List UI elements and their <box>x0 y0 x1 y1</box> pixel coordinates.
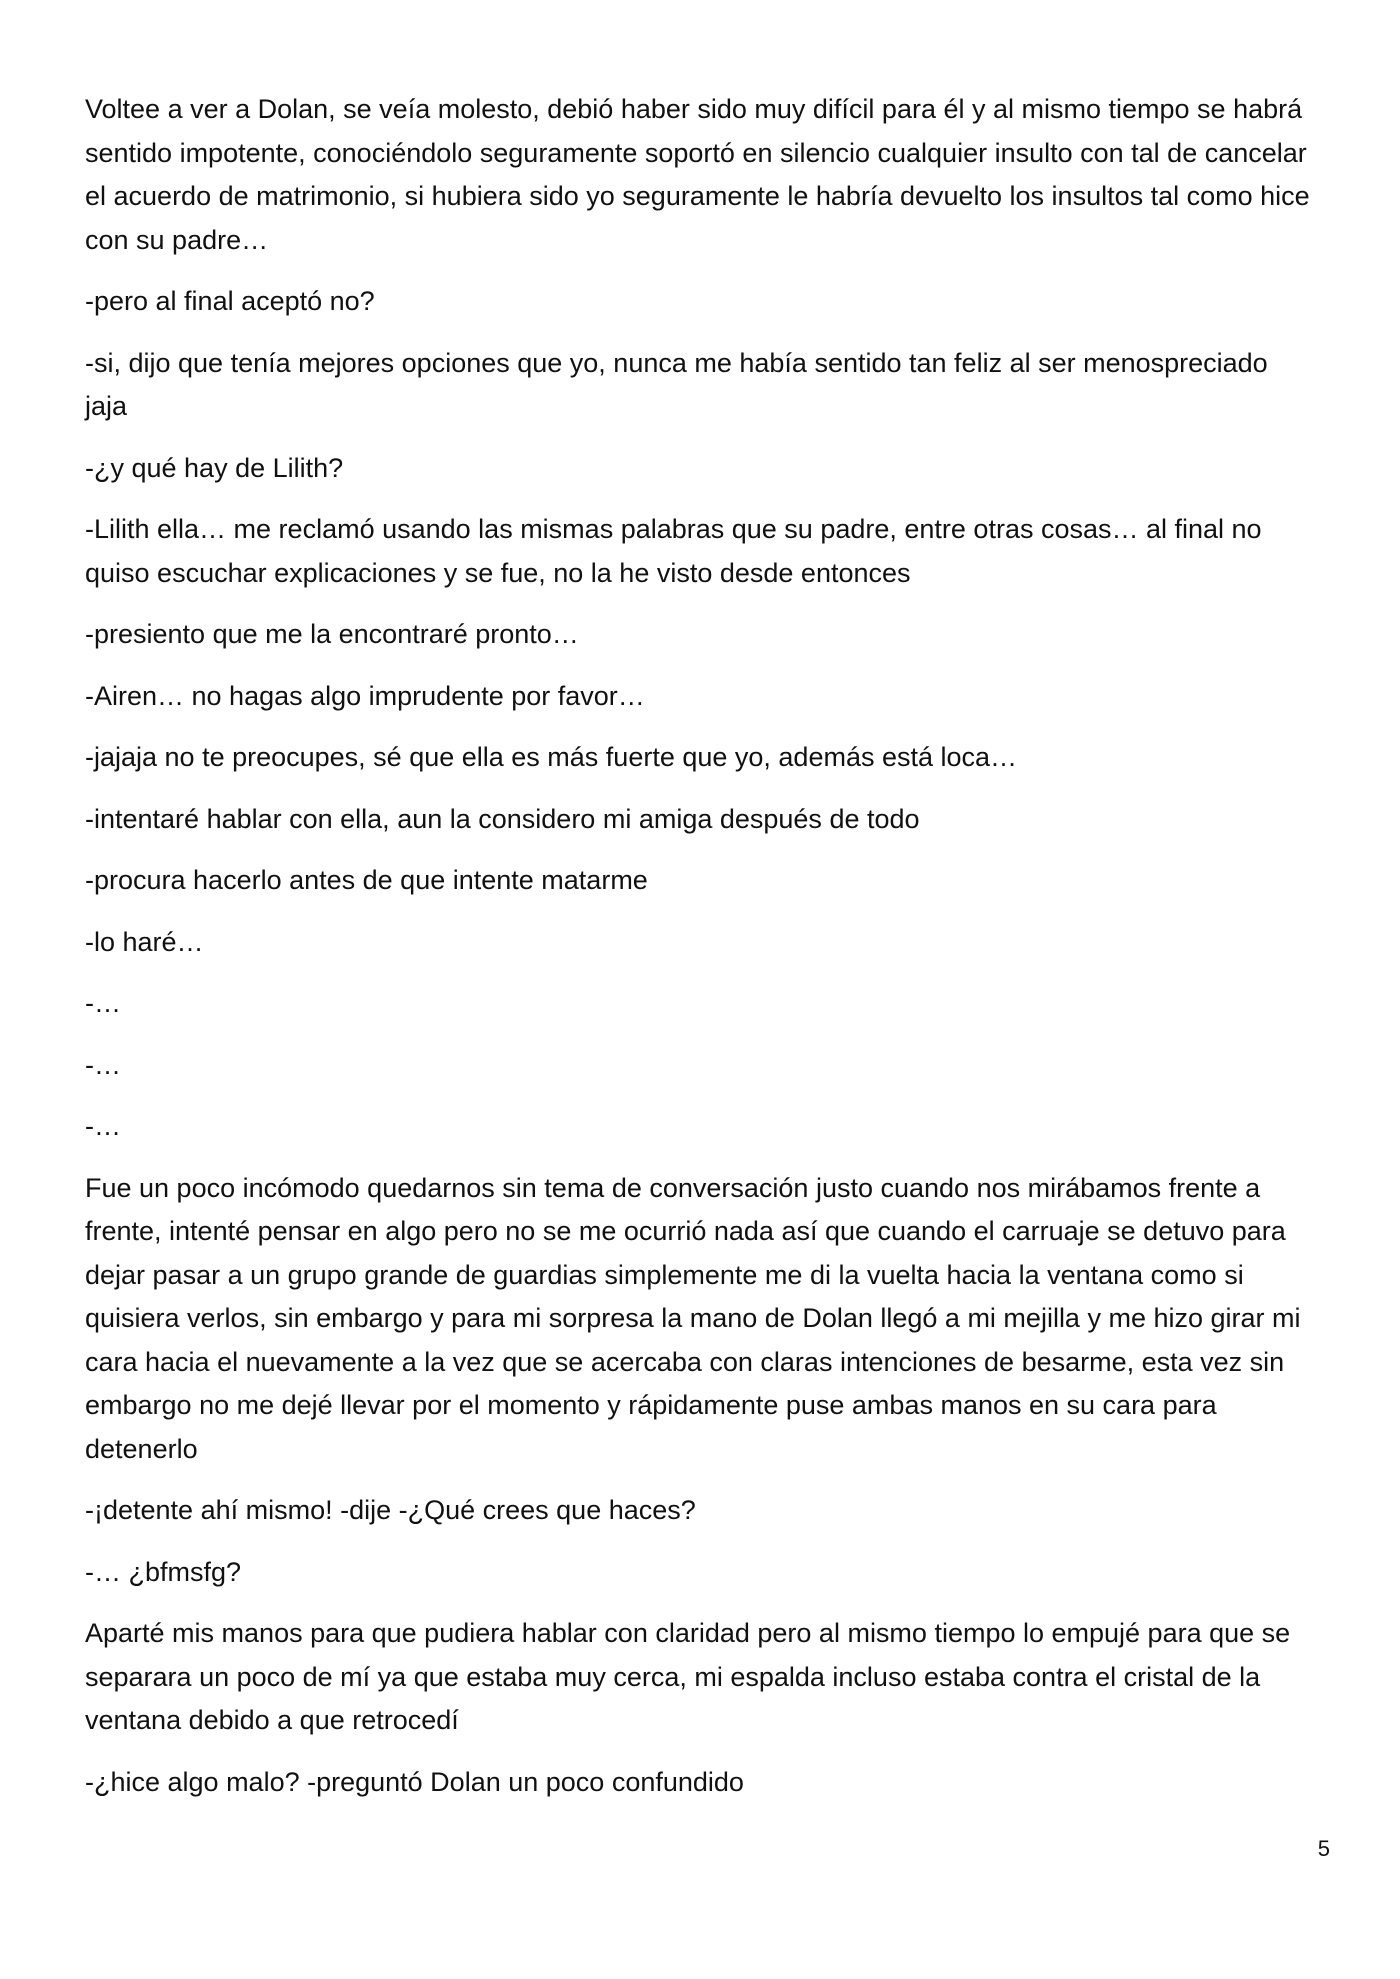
dialogue-line: -¿hice algo malo? -preguntó Dolan un poco confundido <box>85 1766 744 1797</box>
dialogue-line: -¡detente ahí mismo! -dije -¿Qué crees que haces? <box>85 1495 696 1525</box>
document-body <box>85 88 1315 1822</box>
paragraph-narration-2: Fue un poco incómodo quedarnos sin tema de conversación justo cuando nos mirábamos frente a frente, intenté pensar en algo pero no se me ocurrió nada así que cuando el carruaje se detuvo para dejar pasar a un grupo grande de guardias simplemente me di la vuelta hacia la ventana como si quisiera verlos, sin embargo y para mi sorpresa la mano de Dolan llegó a mi mejilla y me hizo girar mi cara hacia el nuevamente a la vez que se acercaba con claras intenciones de besarme, esta vez sin embargo no me dejé llevar por el momento y rápidamente puse ambas manos en su cara para detenerlo <box>85 1172 1301 1464</box>
dialogue-line: -lo haré… <box>85 926 204 957</box>
dialogue-line: -… ¿bfmsfg? <box>85 1556 242 1587</box>
dialogue-line: -Lilith ella… me reclamó usando las mismas palabras que su padre, entre otras cosas… al final no quiso escuchar explicaciones y se fue, no la he visto desde entonces <box>85 514 1262 588</box>
dialogue-line: -Airen… no hagas algo imprudente por favor… <box>85 680 645 711</box>
dialogue-line: -presiento que me la encontraré pronto… <box>85 619 579 649</box>
page-number: 5 <box>1317 1836 1330 1861</box>
dialogue-line: -si, dijo que tenía mejores opciones que yo, nunca me había sentido tan feliz al ser menospreciado jaja <box>85 347 1268 421</box>
dialogue-line: -¿y qué hay de Lilith? <box>85 452 344 483</box>
paragraph-narration-1: Voltee a ver a Dolan, se veía molesto, debió haber sido muy difícil para él y al mismo tiempo se habrá sentido impotente, conociéndolo seguramente soportó en silencio cualquier insulto con tal de cancelar el acuerdo de matrimonio, si hubiera sido yo seguramente le habría devuelto los insultos tal como hice con su padre… <box>85 94 1310 255</box>
dialogue-ellipsis: -… <box>85 1049 121 1080</box>
dialogue-line: -pero al final aceptó no? <box>85 286 375 316</box>
dialogue-ellipsis: -… <box>85 1111 121 1141</box>
paragraph-narration-3: Aparté mis manos para que pudiera hablar con claridad pero al mismo tiempo lo empujé para que se separara un poco de mí ya que estaba muy cerca, mi espalda incluso estaba contra el cristal de la ventana debido a que retrocedí <box>85 1618 1291 1735</box>
dialogue-ellipsis: -… <box>85 988 121 1018</box>
dialogue-line: -procura hacerlo antes de que intente matarme <box>85 865 648 895</box>
dialogue-line: -jajaja no te preocupes, sé que ella es más fuerte que yo, además está loca… <box>85 742 1018 772</box>
dialogue-line: -intentaré hablar con ella, aun la considero mi amiga después de todo <box>85 803 920 834</box>
